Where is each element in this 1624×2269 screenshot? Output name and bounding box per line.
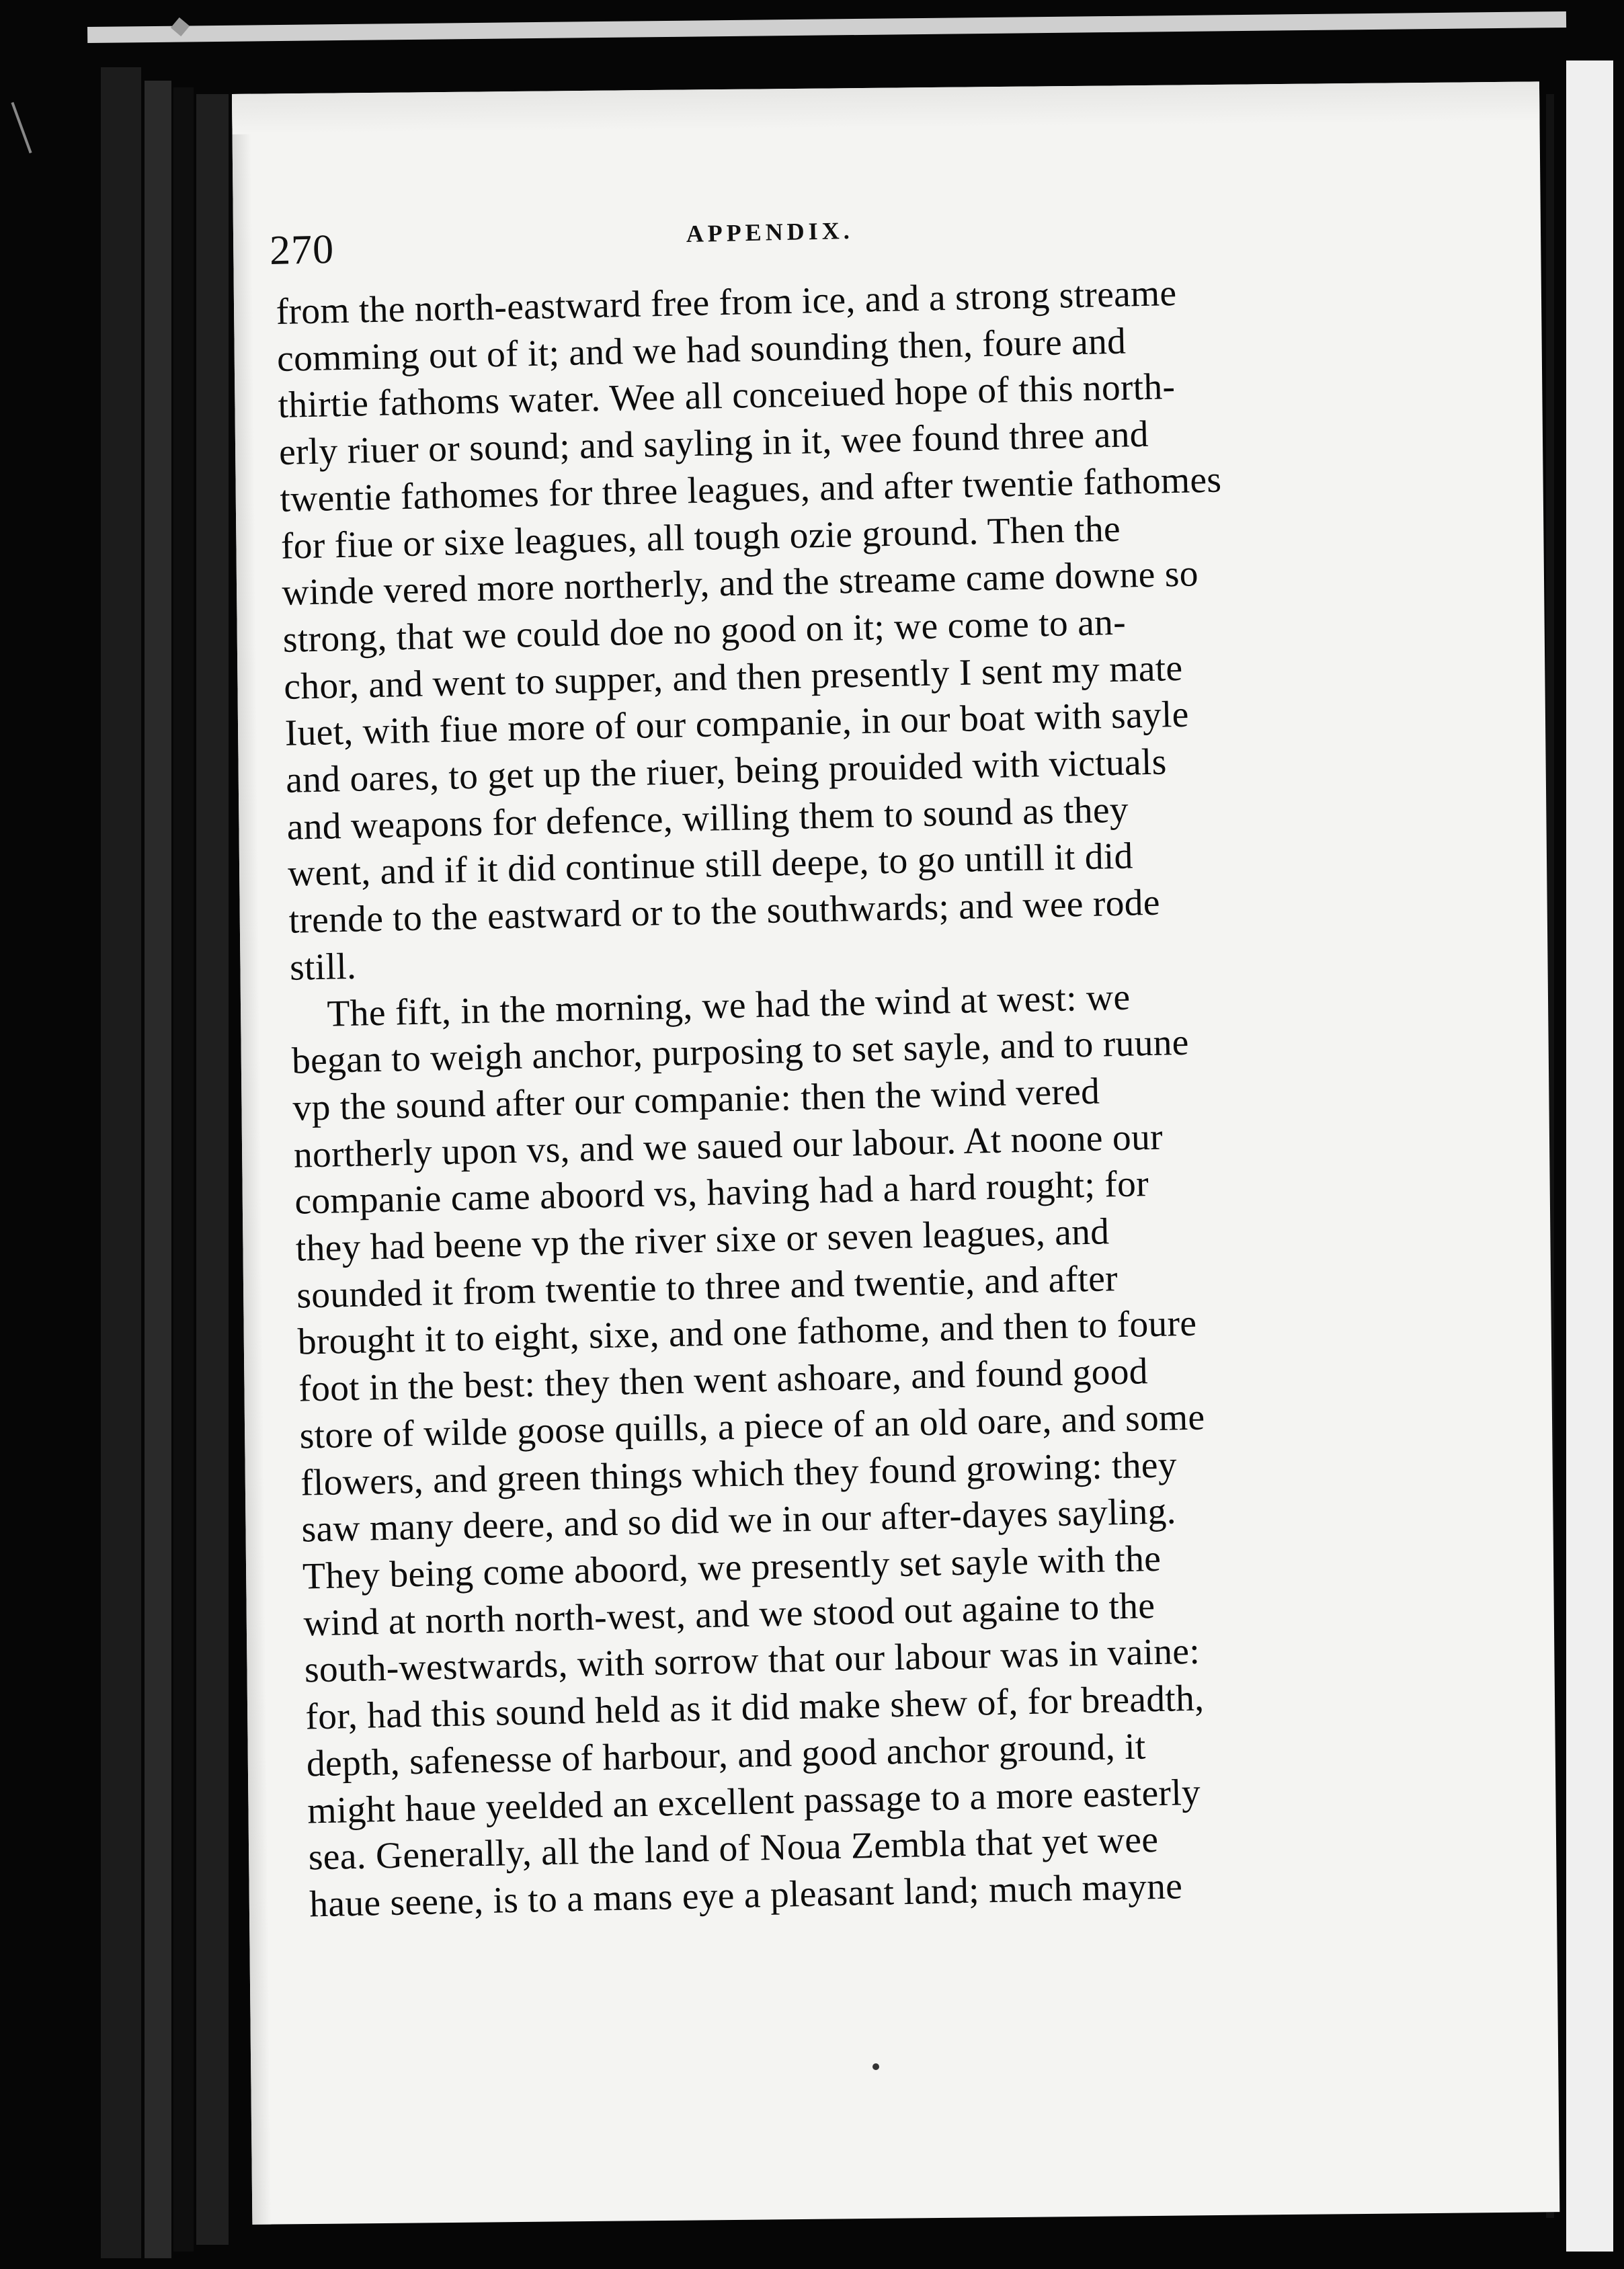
text-line: twentie fathomes for three leagues, and after twentie fathomes <box>279 459 1222 520</box>
page-top-shade <box>232 81 1539 134</box>
text-line: The fift, in the morning, we had the wind at west: we <box>326 977 1131 1035</box>
text-line: depth, safenesse of harbour, and good anchor ground, it <box>306 1726 1147 1785</box>
text-line: store of wilde goose quills, a piece of an old oare, and some <box>299 1397 1205 1457</box>
text-line: began to weigh anchor, purposing to set sayle, and to ruune <box>291 1022 1190 1082</box>
text-line: thirtie fathoms water. Wee all conceiued hope of this north- <box>278 366 1176 427</box>
text-line: chor, and went to supper, and then presently I sent my mate <box>283 647 1183 708</box>
running-head: APPENDIX. <box>686 216 854 248</box>
text-line: vp the sound after our companie: then the wind vered <box>292 1071 1100 1129</box>
printing-speck <box>872 2063 879 2070</box>
text-line: haue seene, is to a mans eye a pleasant land; much mayne <box>309 1866 1183 1926</box>
book-binding <box>145 81 171 2258</box>
text-line: brought it to eight, sixe, and one fathome, and then to foure <box>297 1303 1197 1364</box>
text-line: flowers, and green things which they found growing: they <box>300 1444 1178 1504</box>
text-line: erly riuer or sound; and sayling in it, wee found three and <box>278 413 1149 474</box>
scan-artifact <box>11 102 32 154</box>
text-line: comming out of it; and we had sounding then, foure and <box>276 321 1127 380</box>
text-line: and oares, to get up the riuer, being prouided with victuals <box>285 741 1168 801</box>
text-line: from the north-eastward free from ice, and a strong streame <box>276 272 1177 333</box>
text-line: south-westwards, with sorrow that our labour was in vaine: <box>304 1631 1201 1691</box>
book-top-edge <box>87 11 1566 43</box>
text-line: they had beene vp the river sixe or seven leagues, and <box>295 1211 1110 1270</box>
text-line: for fiue or sixe leagues, all tough ozie ground. Then the <box>280 508 1121 567</box>
text-line: wind at north north-west, and we stood out againe to the <box>302 1585 1155 1645</box>
text-line: sea. Generally, all the land of Noua Zembla that yet wee <box>308 1819 1159 1879</box>
body-text <box>276 265 1466 1928</box>
book-binding <box>101 67 141 2258</box>
text-line: Iuet, with fiue more of our companie, in our boat with sayle <box>284 694 1190 755</box>
text-line: went, and if it did continue still deepe, to go untill it did <box>287 835 1134 895</box>
text-line: trende to the eastward or to the southwards; and wee rode <box>288 882 1161 942</box>
book-binding <box>196 94 229 2245</box>
text-line: might haue yeelded an excellent passage to a more easterly <box>307 1772 1201 1831</box>
text-line: and weapons for defence, willing them to sound as they <box>286 789 1129 848</box>
text-line: They being come aboord, we presently set sayle with the <box>302 1538 1162 1598</box>
text-line: saw many deere, and so did we in our after-dayes sayling. <box>301 1491 1177 1551</box>
page-edge-shade <box>232 94 271 2225</box>
text-line: winde vered more northerly, and the streame came downe so <box>281 553 1199 614</box>
facing-page-edge <box>1566 60 1613 2252</box>
text-line: foot in the best: they then went ashoare, and found good <box>298 1351 1149 1410</box>
text-line: sounded it from twentie to three and twentie, and after <box>296 1257 1119 1317</box>
text-line: companie came aboord vs, having had a hard rought; for <box>294 1163 1149 1223</box>
text-line: for, had this sound held as it did make shew of, for breadth, <box>304 1678 1205 1738</box>
page-number: 270 <box>269 226 335 274</box>
text-line: northerly upon vs, and we saued our labour. At noone our <box>293 1116 1164 1176</box>
text-line: strong, that we could doe no good on it; we come to an- <box>282 602 1127 661</box>
text-line: still. <box>289 946 357 989</box>
book-binding <box>173 87 194 2252</box>
